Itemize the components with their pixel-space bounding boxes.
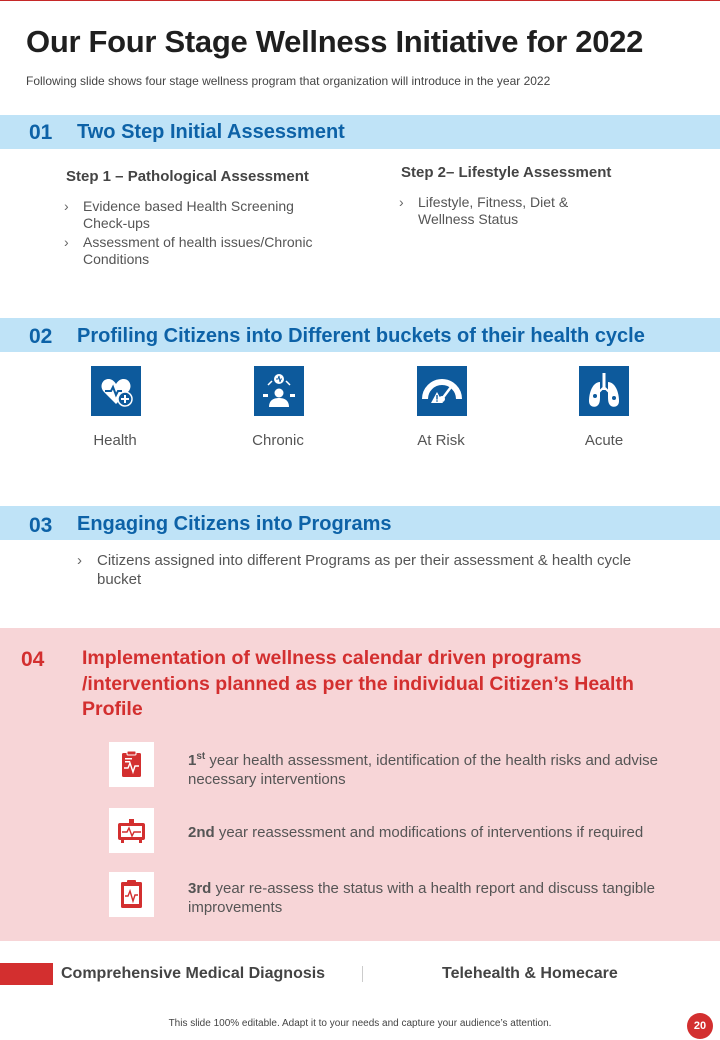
health-report-icon (109, 872, 154, 917)
section-number: 02 (29, 325, 53, 348)
footer-left-label: Comprehensive Medical Diagnosis (61, 965, 326, 982)
heart-plus-icon (91, 366, 141, 416)
step2-bullet-1: › Lifestyle, Fitness, Diet & Wellness Status (399, 194, 569, 227)
chevron-right-icon: › (64, 198, 69, 214)
step1-bullet-1: › Evidence based Health Screening Check-ups (64, 198, 294, 231)
year-item-2: 2nd year reassessment and modifications of interventions if required (188, 824, 644, 841)
footer-accent-bar (0, 963, 53, 985)
lungs-icon (579, 366, 629, 416)
section-heading: Implementation of wellness calendar driven programs /interventions planned as per the individual Citizen’s Health Profile (82, 647, 634, 720)
clipboard-chart-icon (109, 742, 154, 787)
footer-divider (362, 966, 363, 982)
chevron-right-icon: › (77, 552, 82, 569)
patient-monitor-icon (254, 366, 304, 416)
step1-heading: Step 1 – Pathological Assessment (66, 168, 309, 185)
section-number: 03 (29, 514, 53, 537)
section-number: 01 (29, 121, 53, 144)
footer-note: This slide 100% editable. Adapt it to your needs and capture your audience’s attention. (168, 1018, 552, 1029)
section-02-band (0, 318, 720, 352)
step2-heading: Step 2– Lifestyle Assessment (401, 164, 612, 181)
section-heading: Two Step Initial Assessment (77, 121, 345, 143)
section-03-band (0, 506, 720, 540)
section3-bullet: › Citizens assigned into different Programs as per their assessment & health cycle bucket (77, 552, 632, 588)
year-item-1: 1st year health assessment, identification of the health risks and advise necessary interventions (188, 751, 659, 788)
page-subtitle: Following slide shows four stage wellness program that organization will introduce in the year 2022 (26, 74, 551, 88)
step1-bullet-2: › Assessment of health issues/Chronic Conditions (64, 234, 313, 267)
category-label-health: Health (93, 432, 137, 449)
chevron-right-icon: › (399, 194, 404, 210)
category-label-at-risk: At Risk (417, 432, 465, 449)
year-item-3: 3rd year re-assess the status with a health report and discuss tangible improvements (188, 880, 655, 916)
gauge-warning-icon (417, 366, 467, 416)
section-heading: Profiling Citizens into Different buckets of their health cycle (77, 325, 645, 347)
top-accent-line (0, 0, 720, 1)
section-01-band (0, 115, 720, 149)
category-label-chronic: Chronic (252, 432, 304, 449)
page-title: Our Four Stage Wellness Initiative for 2022 (26, 24, 644, 59)
page-number-badge: 20 (687, 1013, 713, 1039)
section-number: 04 (21, 648, 45, 671)
category-label-acute: Acute (584, 432, 624, 449)
chevron-right-icon: › (64, 234, 69, 250)
footer-right-label: Telehealth & Homecare (442, 965, 618, 982)
medical-monitor-icon (109, 808, 154, 853)
section-heading: Engaging Citizens into Programs (77, 513, 392, 535)
